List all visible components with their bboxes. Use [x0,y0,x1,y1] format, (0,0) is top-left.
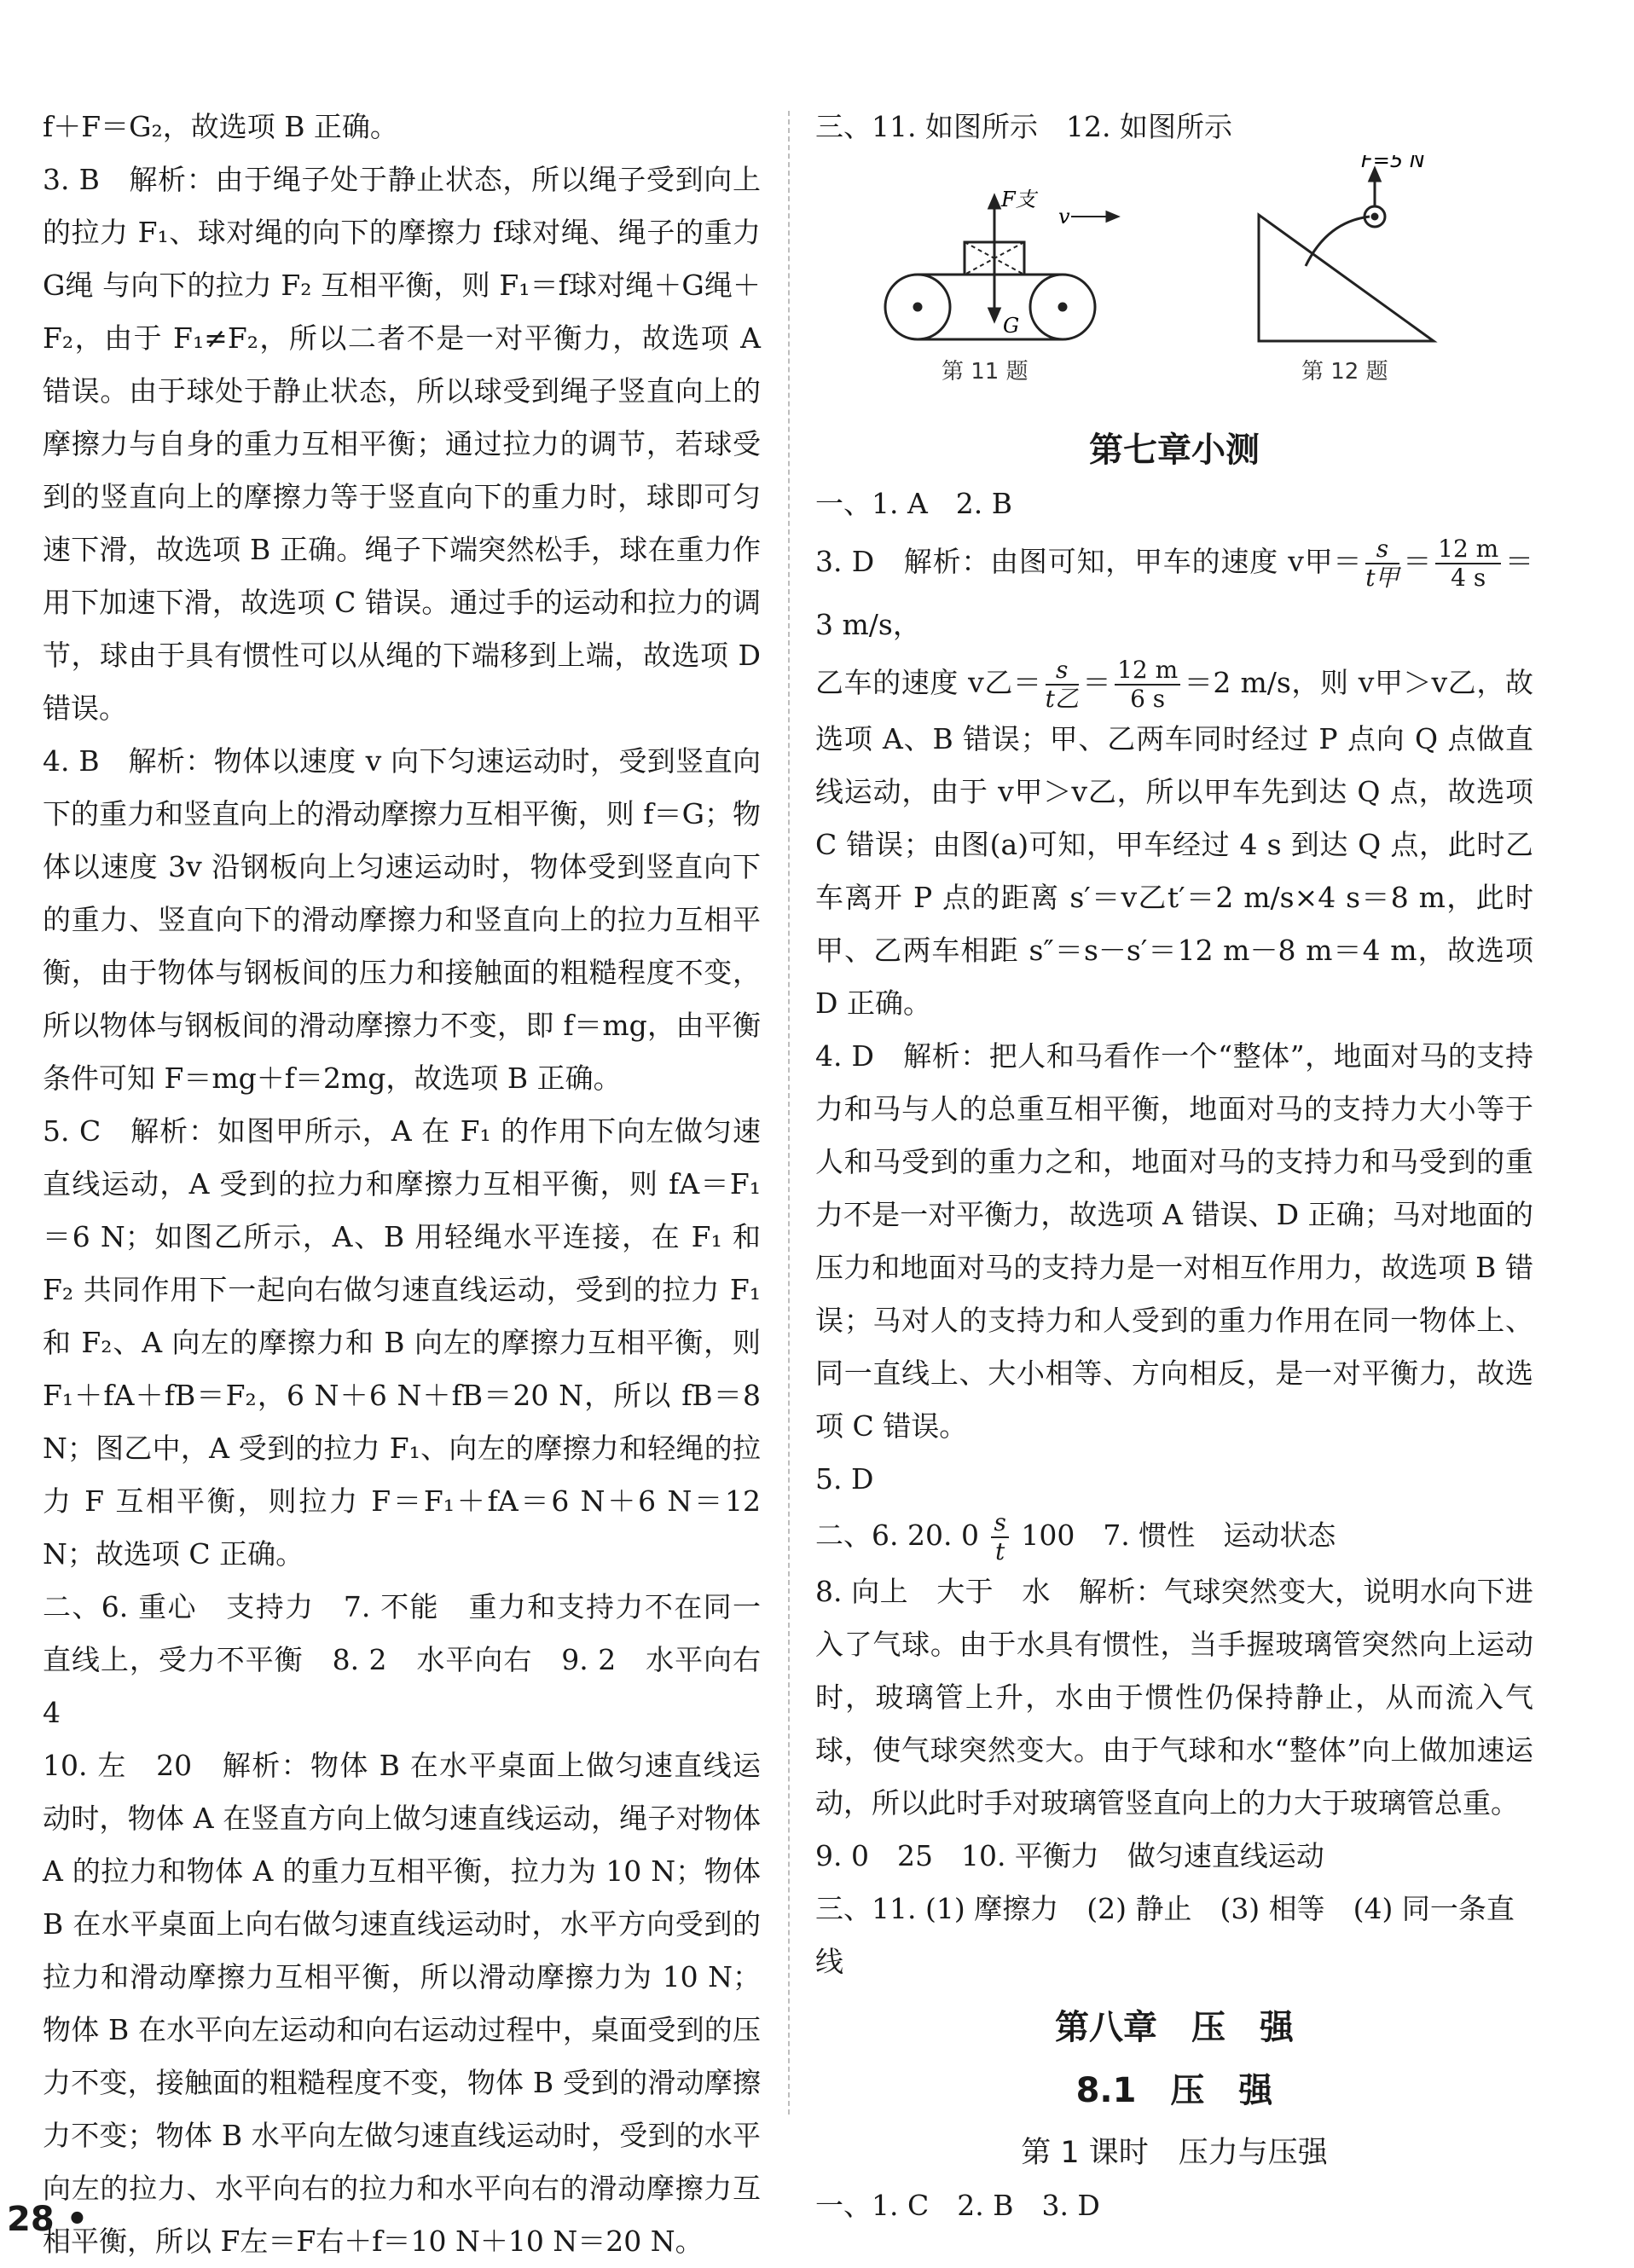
force-point-dot [1372,214,1377,219]
chapter-8-title: 第八章 压 强 [1055,2008,1294,2047]
frac-num: 12 m [1435,535,1501,564]
page-number: 28 • [7,2200,89,2239]
chapter-7-quiz-title: 第七章小测 [1089,431,1260,470]
c7-q8: 8. 向上 大于 水 解析：气球突然变大，说明水向下进入了气球。由于水具有惯性，当手握玻璃管突然向上运动时，玻璃管上升，水由于惯性仍保持静止，从而流入气球，使气球突然变大。由于气球和水“整体”向上做加速运动，所以此时手对玻璃管竖直向上的力大于玻璃管总重。 [815,1575,1533,1820]
pulley-right-axle [1059,304,1066,310]
section-8-1-title: 8.1 压 强 [1075,2071,1273,2110]
c7-section-2 [815,1506,1533,1565]
c7-q3-text-a: 3. D 解析：由图可知，甲车的速度 v甲＝ [815,545,1363,578]
answer-q3: 3. B 解析：由于绳子处于静止状态，所以绳子受到向上的拉力 F₁、球对绳的向下的摩擦力 f球对绳、绳子的重力 G绳 与向下的拉力 F₂ 互相平衡，则 F₁＝f球对绳＋G绳＋F₂，由于 F₁≠F₂，所以二者不是一对平衡力，故选项 A 错误。由于球处于静止状态，所以球受到绳子竖直向上的摩擦力与自身的重力互相平衡；通过拉力的调节，若球受到的竖直向上的摩擦力等于竖直向下的重力时，球即可匀速下滑，故选项 B 正确。绳子下端突然松手，球在重力作用下加速下滑，故选项 C 错误。通过手的运动和拉力的调节，球由于具有惯性可以从绳的下端移到上端，故选项 D 错误。 [43,163,761,725]
frac-num: 12 m [1115,657,1180,686]
velocity-arrowhead [1107,212,1117,221]
c7-q3-line-1: 3. D 解析：由图可知，甲车的速度 v甲＝ $\frac{s}{\text{t甲}}$ ＝ $\frac{12 m}{4 s}$ ＝3 m/s， [815,535,1534,641]
c7-sec2-text-a: 二、6. 20. 0 [815,1519,979,1552]
frac-den: 4 s [1451,564,1486,592]
figure-12-diagram [1259,169,1434,341]
label-force-value: F=5 N [1361,155,1425,172]
figure-12-caption: 第 12 题 [1301,359,1388,385]
frac-den: t乙 [1045,685,1079,713]
c8-section-1: 一、1. C 2. B 3. D [815,2189,1100,2222]
frac-den: 6 s [1130,685,1166,713]
column-divider [788,111,790,2115]
c7-q3-line-2: 乙车的速度 v乙＝ $\frac{s}{\text{t乙}}$ ＝ $\frac{12 m}{6 s}$ ＝2 m/s，则 v甲＞v乙，故选项 A、B 错误；甲、乙两车同时经过 P 点向 Q 点做直线运动，由于 v甲＞v乙，所以甲车先到达 Q 点，故选项 C 错误；由图(a)可知，甲车经过 4 s 到达 Q 点，此时乙车离开 P 点的距离 s′＝v乙t′＝2 m/s×4 s＝8 m，此时甲、乙两车相距 s″＝s－s′＝12 m－8 m＝4 m，故选项 D 正确。 [815,656,1534,1020]
label-velocity: v [1058,205,1070,229]
figure-svg [815,155,1533,411]
support-force-arrowhead [989,196,1000,208]
incline-triangle [1259,215,1434,341]
c7-q4: 4. D 解析：把人和马看作一个“整体”，地面对马的支持力和马与人的总重互相平衡，地面对马的支持力大小等于人和马受到的重力之和，地面对马的支持力和马受到的重力不是一对平衡力，故选项 A 错误、D 正确；马对地面的压力和地面对马的支持力是一对相互作用力，故选项 B 错误；马对人的支持力和人受到的重力作用在同一物体上、同一直线上、大小相等、方向相反，是一对平衡力，故选项 C 错误。 [815,1039,1533,1443]
answer-section-2: 二、6. 重心 支持力 7. 不能 重力和支持力不在同一直线上，受力不平衡 8. 2 水平向右 9. 2 水平向右 4 [43,1590,789,1729]
c7-q3-text-b: ＝3 m/s， [815,545,1534,641]
c7-q3-text-d: ＝2 m/s，则 v甲＞v乙，故选项 A、B 错误；甲、乙两车同时经过 P 点向 Q 点做直线运动，由于 v甲＞v乙，所以甲车先到达 Q 点，故选项 C 错误；由图(a)可知，甲车经过 4 s 到达 Q 点，此时乙车离开 P 点的距离 s′＝v乙t′＝2 m/s×4 s＝8 m，此时甲、乙两车相距 s″＝s－s′＝12 m－8 m＝4 m，故选项 D 正确。 [815,666,1534,1020]
figures-row [815,155,1533,411]
answer-q5: 5. C 解析：如图甲所示，A 在 F₁ 的作用下向左做匀速直线运动，A 受到的拉力和摩擦力互相平衡，则 fA＝F₁＝6 N；如图乙所示，A、B 用轻绳水平连接，在 F₁ 和 F₂ 共同作用下一起向右做匀速直线运动，受到的拉力 F₁ 和 F₂、A 向左的摩擦力和 B 向左的摩擦力互相平衡，则 F₁＋fA＋fB＝F₂，6 N＋6 N＋fB＝20 N，所以 fB＝8 N；图乙中，A 受到的拉力 F₁、向左的摩擦力和轻绳的拉力 F 互相平衡，则拉力 F＝F₁＋fA＝6 N＋6 N＝12 N；故选项 C 正确。 [43,1114,761,1571]
figure-11-diagram [885,196,1117,339]
frac-den: t [995,1537,1005,1565]
c7-q3-text-c: 乙车的速度 v乙＝ [815,666,1042,699]
pulley-left-axle [914,304,921,310]
frac-den: t甲 [1365,564,1399,592]
answer-intro: f＋F＝G₂，故选项 B 正确。 [43,110,398,143]
label-gravity: G [1003,314,1020,338]
frac-num: s [1046,657,1079,686]
fraction-s-over-t-jia [1365,535,1399,592]
fraction-s-over-t [991,1509,1008,1565]
figure-11-caption: 第 11 题 [942,359,1028,385]
frac-num: s [1365,535,1399,564]
c7-q5: 5. D [815,1462,874,1496]
answer-section-3-figures: 三、11. 如图所示 12. 如图所示 [815,110,1232,143]
c7-q9-q10: 9. 0 25 10. 平衡力 做匀速直线运动 [815,1839,1324,1872]
lesson-1-title: 第 1 课时 压力与压强 [1021,2136,1328,2170]
c7-sec2-text-b: 100 7. 惯性 运动状态 [1021,1519,1336,1552]
answer-q10: 10. 左 20 解析：物体 B 在水平桌面上做匀速直线运动时，物体 A 在竖直方向上做匀速直线运动，绳子对物体 A 的拉力和物体 A 的重力互相平衡，拉力为 10 N；物体 B 在水平桌面上向右做匀速直线运动时，水平方向受到的拉力和滑动摩擦力互相平衡，所以滑动摩擦力为 10 N；物体 B 在水平向左运动和向右运动过程中，桌面受到的压力不变，接触面的粗糙程度不变，物体 B 受到的滑动摩擦力不变；物体 B 水平向左做匀速直线运动时，受到的水平向左的拉力、水平向右的拉力和水平向右的滑动摩擦力互相平衡，所以 F左＝F右＋f＝10 N＋10 N＝20 N。 [43,1749,761,2258]
answer-q4: 4. B 解析：物体以速度 v 向下匀速运动时，受到竖直向下的重力和竖直向上的滑动摩擦力互相平衡，则 f＝G；物体以速度 3v 沿钢板向上匀速运动时，物体受到竖直向下的重力、竖直向下的滑动摩擦力和竖直向上的拉力互相平衡，由于物体与钢板间的压力和接触面的粗糙程度不变，所以物体与钢板间的滑动摩擦力不变，即 f＝mg，由平衡条件可知 F＝mg＋f＝2mg，故选项 B 正确。 [43,744,761,1095]
frac-num: s [991,1509,1008,1538]
gravity-arrowhead [989,309,1000,321]
fraction-12m-over-6s [1115,657,1180,713]
c7-section-1: 一、1. A 2. B [815,487,1013,520]
fraction-12m-over-4s [1435,535,1501,592]
fraction-s-over-t-yi [1046,657,1079,713]
left-column [43,101,789,2268]
c7-section-3: 三、11. (1) 摩擦力 (2) 静止 (3) 相等 (4) 同一条直线 [815,1892,1515,1978]
label-support-force: F支 [1001,188,1036,211]
right-column [815,101,1533,2232]
incline-curve [1306,217,1370,266]
